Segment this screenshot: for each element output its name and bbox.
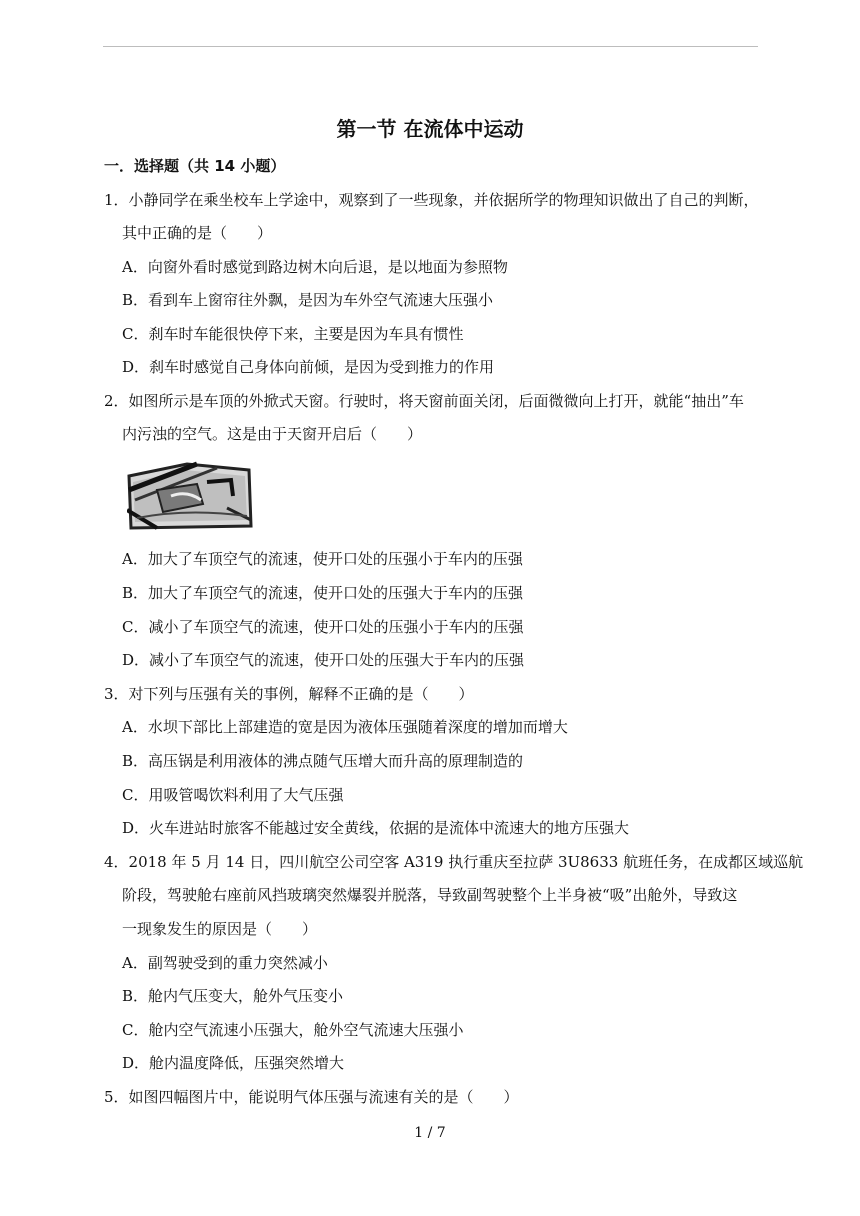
question-1-option-d[interactable]: D．刹车时感觉自己身体向前倾，是因为受到推力的作用 (122, 358, 495, 376)
question-4-stem-cont-2: 一现象发生的原因是（ ） (122, 920, 318, 938)
question-4-option-b[interactable]: B．舱内气压变大，舱外气压变小 (122, 987, 344, 1005)
question-5-stem: 5．如图四幅图片中，能说明气体压强与流速有关的是（ ） (104, 1088, 519, 1106)
question-2-option-d[interactable]: D．减小了车顶空气的流速，使开口处的压强大于车内的压强 (122, 651, 525, 669)
question-3-option-d[interactable]: D．火车进站时旅客不能越过安全黄线，依据的是流体中流速大的地方压强大 (122, 819, 630, 837)
page-number: 1 / 7 (414, 1125, 446, 1141)
question-3-stem: 3．对下列与压强有关的事例，解释不正确的是（ ） (104, 685, 474, 703)
question-1-stem: 1．小静同学在乘坐校车上学途中，观察到了一些现象，并依据所学的物理知识做出了自己的判断， (104, 191, 759, 209)
header-rule (103, 46, 758, 47)
question-1-stem-cont: 其中正确的是（ ） (122, 224, 273, 242)
question-3-option-b[interactable]: B．高压锅是利用液体的沸点随气压增大而升高的原理制造的 (122, 752, 524, 770)
question-2-option-c[interactable]: C．减小了车顶空气的流速，使开口处的压强小于车内的压强 (122, 618, 524, 636)
question-4-option-a[interactable]: A．副驾驶受到的重力突然减小 (122, 954, 328, 972)
question-2-stem: 2．如图所示是车顶的外掀式天窗。行驶时，将天窗前面关闭，后面微微向上打开，就能“抽出”车 (104, 392, 744, 410)
question-4-stem: 4．2018 年 5 月 14 日，四川航空公司空客 A319 执行重庆至拉萨 3U8633 航班任务，在成都区域巡航 (104, 853, 804, 871)
section-heading: 一．选择题（共 14 小题） (104, 157, 286, 175)
question-2-option-b[interactable]: B．加大了车顶空气的流速，使开口处的压强大于车内的压强 (122, 584, 524, 602)
question-3-option-c[interactable]: C．用吸管喝饮料利用了大气压强 (122, 786, 344, 804)
question-4-stem-cont-1: 阶段，驾驶舱右座前风挡玻璃突然爆裂并脱落，导致副驾驶整个上半身被“吸”出舱外，导致这 (122, 886, 738, 904)
question-1-option-b[interactable]: B．看到车上窗帘往外飘，是因为车外空气流速大压强小 (122, 291, 494, 309)
question-1-option-a[interactable]: A．向窗外看时感觉到路边树木向后退，是以地面为参照物 (122, 258, 508, 276)
question-1-option-c[interactable]: C．刹车时车能很快停下来，主要是因为车具有惯性 (122, 325, 464, 343)
question-2-stem-cont: 内污浊的空气。这是由于天窗开启后（ ） (122, 425, 423, 443)
question-3-option-a[interactable]: A．水坝下部比上部建造的宽是因为液体压强随着深度的增加而增大 (122, 718, 568, 736)
sunroof-figure (127, 460, 253, 530)
question-4-option-d[interactable]: D．舱内温度降低，压强突然增大 (122, 1054, 345, 1072)
question-4-option-c[interactable]: C．舱内空气流速小压强大，舱外空气流速大压强小 (122, 1021, 464, 1039)
question-2-option-a[interactable]: A．加大了车顶空气的流速，使开口处的压强小于车内的压强 (122, 550, 523, 568)
page-title: 第一节 在流体中运动 (336, 117, 524, 141)
